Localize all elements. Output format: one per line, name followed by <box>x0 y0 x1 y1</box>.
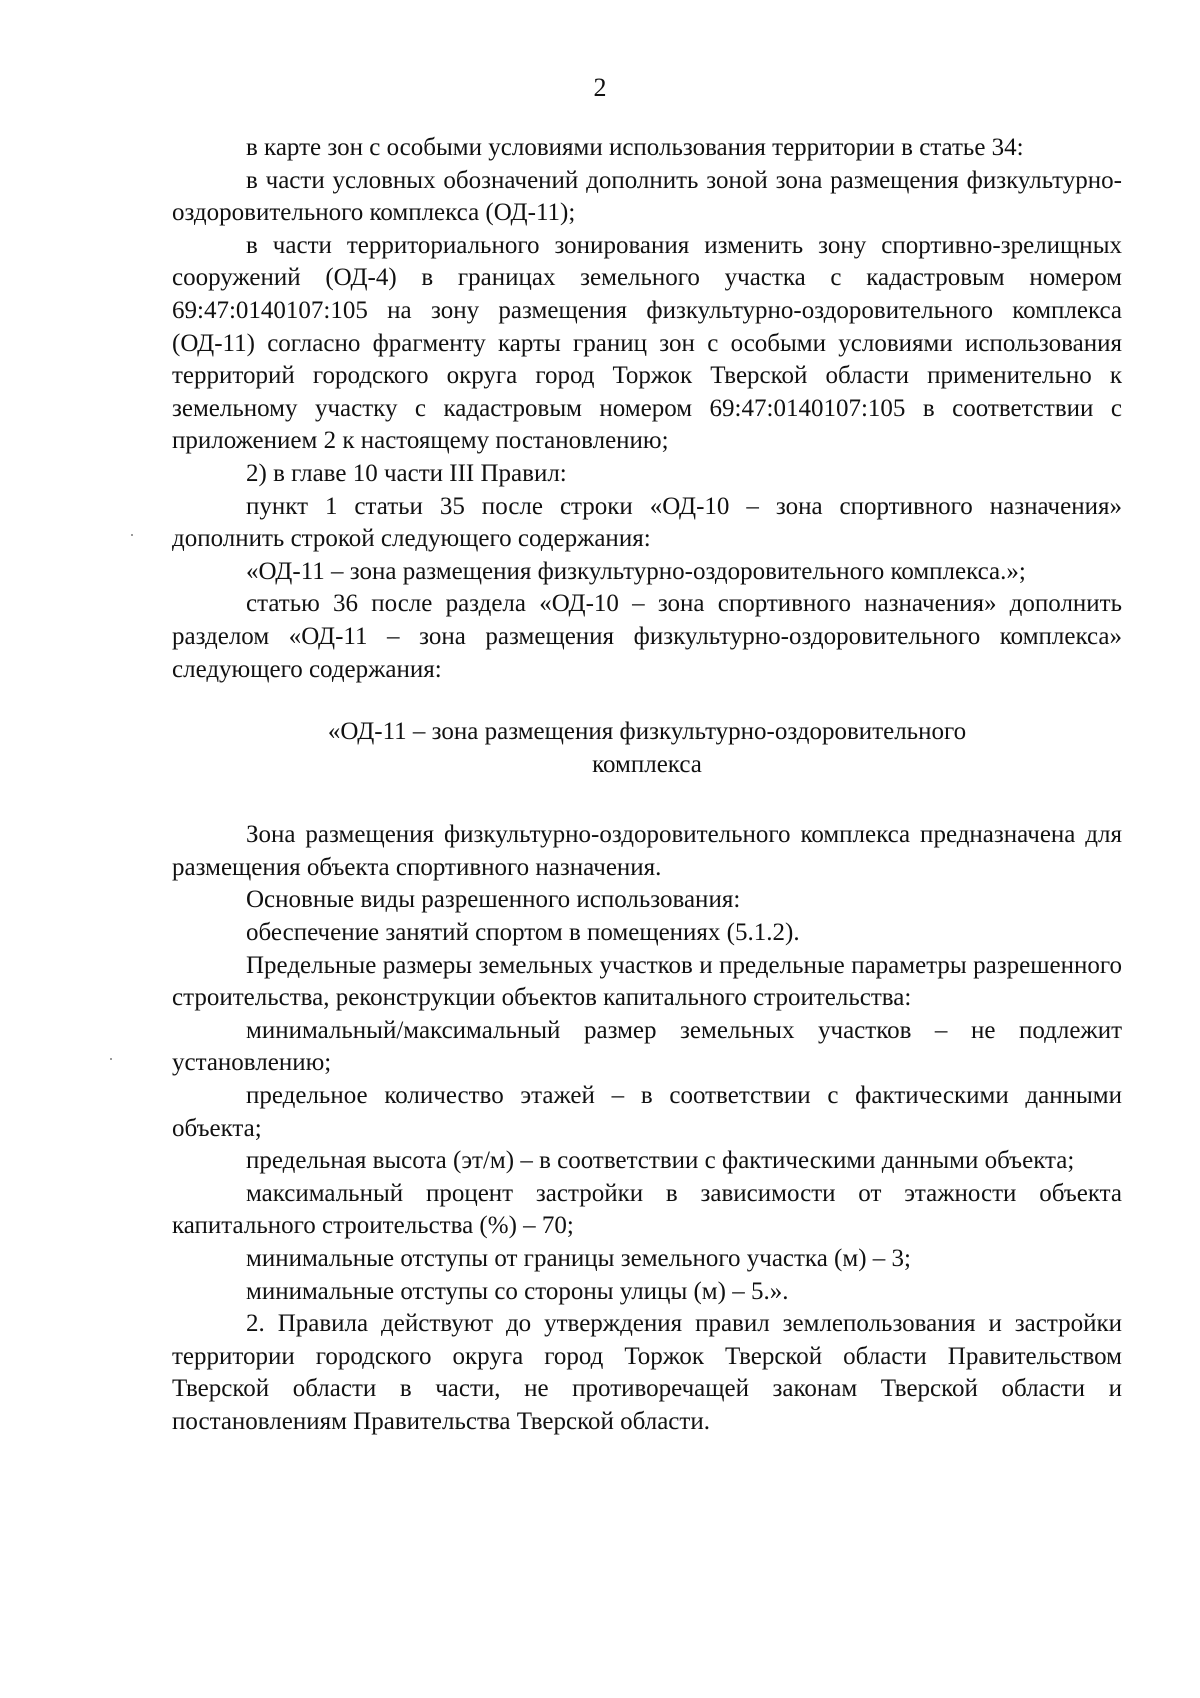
spacer <box>172 686 1122 716</box>
paragraph: пункт 1 статьи 35 после строки «ОД-10 – зона спортивного назначения» дополнить строкой следующего содержания: <box>172 492 1122 553</box>
paragraph: «ОД-11 – зона размещения физкультурно-оздоровительного комплекса.»; <box>246 557 1026 585</box>
paragraph: минимальный/максимальный размер земельных участков – не подлежит установлению; <box>172 1016 1122 1077</box>
paragraph: 2) в главе 10 части III Правил: <box>246 459 567 487</box>
document-body <box>172 132 1122 1439</box>
spacer <box>172 781 1122 819</box>
paragraph: в части территориального зонирования изменить зону спортивно-зрелищных сооружений (ОД-4) в границах земельного участка с кадастровым номером 69:47:0140107:105 на зону размещения физкультурно-оздоровительного комплекса (ОД-11) согласно фрагменту карты границ зон с особыми условиями использования территорий городского округа город Торжок Тверской области применительно к земельному участку с кадастровым номером 69:47:0140107:105 в соответствии с приложением 2 к настоящему постановлению; <box>172 231 1122 455</box>
paragraph: Основные виды разрешенного использования: <box>246 886 741 914</box>
paragraph: Предельные размеры земельных участков и предельные параметры разрешенного строительства, реконструкции объектов капитального строительства: <box>172 951 1122 1012</box>
paragraph: в части условных обозначений дополнить зоной зона размещения физкультурно-оздоровительного комплекса (ОД-11); <box>172 166 1122 227</box>
paragraph: в карте зон с особыми условиями использования территории в статье 34: <box>246 134 1024 161</box>
paragraph: предельная высота (эт/м) – в соответствии с фактическими данными объекта; <box>246 1147 1075 1175</box>
paragraph: статью 36 после раздела «ОД-10 – зона спортивного назначения» дополнить разделом «ОД-11 – зона размещения физкультурно-оздоровительного комплекса» следующего содержания: <box>172 590 1122 683</box>
paragraph: минимальные отступы со стороны улицы (м) – 5.». <box>246 1277 789 1305</box>
page-number: 2 <box>593 73 607 102</box>
section-heading-line-1: «ОД-11 – зона размещения физкультурно-оздоровительного <box>327 718 967 746</box>
section-heading-line-2: комплекса <box>592 750 702 778</box>
scan-dot <box>131 534 133 536</box>
paragraph: предельное количество этажей – в соответствии с фактическими данными объекта; <box>172 1082 1122 1142</box>
scan-dot <box>110 1058 112 1060</box>
paragraph: минимальные отступы от границы земельного участка (м) – 3; <box>246 1245 911 1272</box>
paragraph: максимальный процент застройки в зависимости от этажности объекта капитального строительства (%) – 70; <box>172 1179 1122 1240</box>
paragraph: 2. Правила действуют до утверждения правил землепользования и застройки территории городского округа город Торжок Тверской области Правительством Тверской области в части, не противоречащей законам Тверской области и постановлениям Правительства Тверской области. <box>172 1310 1122 1435</box>
paragraph: обеспечение занятий спортом в помещениях (5.1.2). <box>246 919 800 947</box>
paragraph: Зона размещения физкультурно-оздоровительного комплекса предназначена для размещения объекта спортивного назначения. <box>172 821 1122 881</box>
